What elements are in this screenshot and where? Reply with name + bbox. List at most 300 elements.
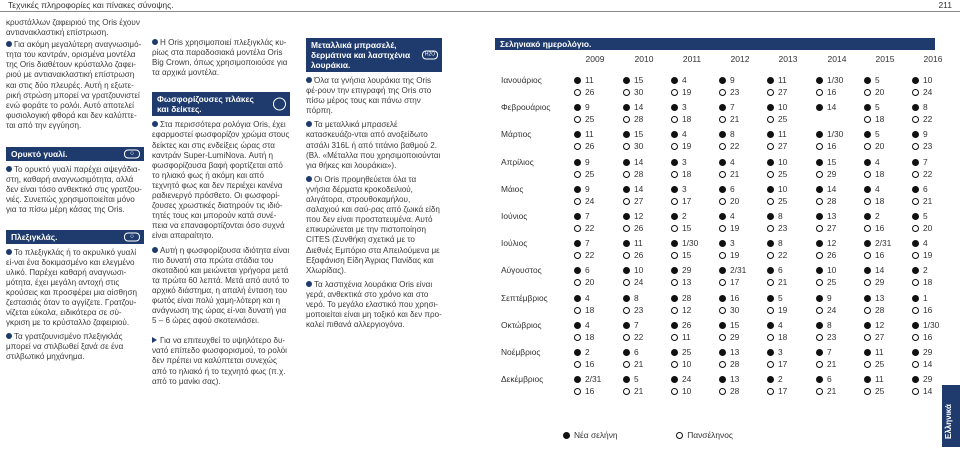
new-moon-icon xyxy=(816,267,823,274)
moon-date-value: 22 xyxy=(923,114,933,125)
plexi-title: Πλεξιγκλάς. xyxy=(11,231,58,242)
moon-date-value: 3 xyxy=(682,102,687,113)
new-moon-date xyxy=(671,238,698,248)
new-moon-icon xyxy=(816,186,823,193)
full-moon-icon xyxy=(912,143,919,150)
moon-date-value: 11 xyxy=(634,238,643,249)
moon-date-value: 21 xyxy=(778,277,788,288)
full-moon-date xyxy=(767,332,787,342)
moon-date-value: 21 xyxy=(730,114,740,125)
full-moon-date xyxy=(574,305,594,315)
mineral-text: Το ορυκτό γυαλί παρέχει αψεγάδια-στη, καθαρή αναγνωσιμότητα, αλλά δεν είναι τόσο ανθεκτικό στις γρατζου-νιές. Συνεπώς χρησιμοποιείται μόνο για τα πίσω μέρη κάσας της Oris. xyxy=(6,165,142,215)
moon-date-value: 26 xyxy=(634,223,644,233)
moon-date-value: 25 xyxy=(875,359,885,369)
new-moon-icon xyxy=(574,295,581,302)
new-moon-date xyxy=(623,374,639,384)
full-moon-date xyxy=(767,386,787,396)
bullet-icon xyxy=(6,41,12,47)
full-moon-date xyxy=(864,87,884,97)
new-moon-date xyxy=(816,184,836,194)
moon-date-value: 15 xyxy=(827,156,837,167)
moon-date-value: 16 xyxy=(827,141,837,152)
new-moon-icon xyxy=(767,186,774,193)
moon-date-value: 2 xyxy=(585,347,590,357)
moon-date-value: 6 xyxy=(923,183,928,194)
straps-text-3: Οι Oris προμηθεύεται όλα τα γνήσια δέρματα κροκοδειλιού, αλιγάτορα, στρουθοκαμήλου, σαλαχιού και σαύ-ρας από ζωικά είδη που δεν είναι προστατευμένα. Αυτό επικυρώνεται με την πιστοποίηση CITES (Συνθήκη σχετικά με το Διεθνές Εμπόριο στα Απειλούμενα με Εξαφάνιση Είδη Άγριας Πανίδας και Χλωρίδας). xyxy=(306,174,440,275)
moon-date-value: 14 xyxy=(875,265,885,276)
moon-date-value: 4 xyxy=(730,156,735,167)
year-header: 2010 xyxy=(634,54,654,64)
water-resistance-icon: H2O xyxy=(422,51,438,60)
full-moon-date xyxy=(864,359,884,369)
column-2 xyxy=(152,38,292,387)
full-moon-date xyxy=(719,114,739,124)
new-moon-date xyxy=(864,293,884,303)
moon-date-value: 5 xyxy=(875,75,880,85)
moon-date-value: 8 xyxy=(827,319,832,330)
new-moon-icon xyxy=(767,349,774,356)
moon-date-value: 11 xyxy=(585,75,594,85)
full-moon-date xyxy=(816,277,836,287)
page-header xyxy=(0,0,960,12)
new-moon-date xyxy=(671,265,691,275)
full-moon-icon xyxy=(767,198,774,205)
full-moon-icon xyxy=(767,279,774,286)
full-moon-icon xyxy=(816,388,823,395)
moon-date-value: 10 xyxy=(778,183,788,194)
calendar-month-row xyxy=(495,374,941,399)
full-moon-date xyxy=(574,87,594,97)
moon-date-value: 10 xyxy=(778,156,788,167)
new-moon-icon xyxy=(671,186,678,193)
new-moon-date xyxy=(767,293,783,303)
new-moon-date xyxy=(767,320,783,330)
moon-date-value: 4 xyxy=(875,156,880,167)
full-moon-date xyxy=(574,359,594,369)
calendar-month-row xyxy=(495,184,941,209)
bullet-icon xyxy=(6,333,12,339)
moon-date-value: 10 xyxy=(634,265,644,276)
new-moon-date xyxy=(671,102,687,112)
new-moon-icon xyxy=(574,159,581,166)
new-moon-icon xyxy=(574,376,581,383)
full-moon-icon xyxy=(816,307,823,314)
moon-date-value: 27 xyxy=(875,331,885,342)
new-moon-icon xyxy=(671,159,678,166)
new-moon-date xyxy=(574,293,590,303)
month-name: Ιανουάριος xyxy=(501,75,542,85)
month-name: Ιούνιος xyxy=(501,211,528,221)
moon-date-value: 6 xyxy=(827,374,832,385)
moon-date-value: 1/30 xyxy=(682,238,699,249)
full-moon-icon xyxy=(864,279,871,286)
new-moon-icon xyxy=(816,77,823,84)
full-moon-icon xyxy=(767,171,774,178)
full-moon-icon xyxy=(719,388,726,395)
full-moon-date xyxy=(671,332,691,342)
new-moon-icon xyxy=(623,267,630,274)
moon-date-value: 28 xyxy=(827,195,837,206)
full-moon-icon xyxy=(623,198,630,205)
full-moon-date xyxy=(719,332,739,342)
straps-paragraph-3 xyxy=(306,175,442,276)
year-header: 2009 xyxy=(585,54,605,64)
straps-text-2: Τα μεταλλικά μπρασελέ κατασκευάζο-νται από ανοξείδωτο ατσάλι 316L ή από τιτάνιο βαθμού 2. (Βλ. «Μέταλλα που χρησιμοποιούνται για θήκες και λουράκια»). xyxy=(306,120,441,170)
moon-date-value: 23 xyxy=(634,304,644,315)
full-moon-icon xyxy=(864,307,871,314)
new-moon-date xyxy=(623,238,643,248)
full-moon-date xyxy=(912,250,932,260)
moon-date-value: 13 xyxy=(682,277,692,288)
moon-date-value: 4 xyxy=(778,319,783,330)
new-moon-date xyxy=(912,238,928,248)
new-moon-date xyxy=(864,238,891,248)
new-moon-icon xyxy=(912,159,919,166)
moon-date-value: 14 xyxy=(827,102,837,113)
full-moon-date xyxy=(816,141,836,151)
new-moon-icon xyxy=(864,349,871,356)
bullet-icon xyxy=(306,121,312,127)
full-moon-icon xyxy=(912,334,919,341)
straps-text-4: Τα λαστιχένια λουράκια Oris είναι γερά, ανθεκτικά στο χρόνο και στο νερό. Το μεγάλο ελαστικό που χρησι-μοποιείται είναι μη τοξικό και δεν προ-καλεί πιθανά αλλεργιογόνα. xyxy=(306,279,442,330)
full-moon-date xyxy=(574,196,594,206)
moon-date-value: 16 xyxy=(875,250,885,261)
moon-date-value: 9 xyxy=(827,292,832,303)
moon-date-value: 24 xyxy=(827,304,837,315)
moon-date-value: 23 xyxy=(730,87,740,97)
new-moon-icon xyxy=(719,213,726,220)
full-moon-date xyxy=(767,305,787,315)
full-moon-icon xyxy=(719,361,726,368)
moon-date-value: 1/30 xyxy=(827,129,844,140)
moon-date-value: 22 xyxy=(778,250,788,261)
new-moon-date xyxy=(767,184,787,194)
new-moon-date xyxy=(574,374,601,384)
full-moon-date xyxy=(623,114,643,124)
column-3 xyxy=(306,38,442,330)
full-moon-icon xyxy=(671,171,678,178)
new-moon-date xyxy=(912,374,932,384)
bullet-icon xyxy=(306,281,312,287)
full-moon-icon xyxy=(864,388,871,395)
new-moon-icon xyxy=(671,131,678,138)
moon-date-value: 16 xyxy=(827,87,837,97)
new-moon-icon xyxy=(816,104,823,111)
moon-date-value: 25 xyxy=(585,168,595,179)
full-moon-icon xyxy=(912,116,919,123)
moon-date-value: 7 xyxy=(827,347,832,357)
full-moon-icon xyxy=(912,171,919,178)
language-tab-label: Ελληνικά xyxy=(944,404,953,439)
moon-date-value: 2 xyxy=(875,211,880,221)
moon-date-value: 16 xyxy=(585,359,595,369)
full-moon-icon xyxy=(623,171,630,178)
bullet-icon xyxy=(306,176,312,182)
new-moon-date xyxy=(912,129,928,139)
moon-date-value: 11 xyxy=(778,75,787,85)
moon-date-value: 20 xyxy=(730,195,740,206)
new-moon-icon xyxy=(563,432,570,439)
full-moon-date xyxy=(864,250,884,260)
new-moon-date xyxy=(671,75,687,85)
new-moon-icon xyxy=(671,349,678,356)
new-moon-icon xyxy=(671,322,678,329)
moon-date-value: 22 xyxy=(730,141,740,152)
moon-date-value: 29 xyxy=(682,265,692,276)
year-header-row xyxy=(556,54,941,65)
new-moon-icon xyxy=(623,131,630,138)
new-moon-icon xyxy=(816,240,823,247)
full-moon-icon xyxy=(671,334,678,341)
moon-date-value: 8 xyxy=(730,129,735,140)
new-moon-date xyxy=(719,265,746,275)
bigcrown-text: Η Oris χρησιμοποιεί πλεξιγκλάς κυ-ρίως στα παραδοσιακά μοντέλα Oris Big Crown, όπως χρησιμοποιούσε για τα αρχικά μοντέλα. xyxy=(152,38,288,78)
moon-date-value: 14 xyxy=(923,386,933,397)
full-moon-date xyxy=(574,223,594,233)
new-moon-icon xyxy=(719,322,726,329)
luminous-heading xyxy=(152,92,290,116)
full-moon-date xyxy=(719,305,739,315)
moon-date-value: 7 xyxy=(730,102,735,113)
new-moon-date xyxy=(719,75,735,85)
new-moon-icon xyxy=(864,186,871,193)
clock-icon xyxy=(273,98,286,111)
new-moon-icon xyxy=(767,267,774,274)
full-moon-icon xyxy=(623,116,630,123)
new-moon-icon xyxy=(719,104,726,111)
full-moon-icon xyxy=(574,252,581,259)
full-moon-date xyxy=(719,277,739,287)
full-moon-date xyxy=(719,87,739,97)
moon-date-value: 26 xyxy=(585,87,595,97)
new-moon-date xyxy=(816,129,843,139)
full-moon-date xyxy=(623,277,643,287)
full-moon-icon xyxy=(912,279,919,286)
moon-date-value: 19 xyxy=(923,250,933,261)
language-tab xyxy=(942,385,960,447)
full-moon-icon xyxy=(719,334,726,341)
new-moon-icon xyxy=(671,295,678,302)
new-moon-date xyxy=(816,293,832,303)
new-moon-icon xyxy=(719,159,726,166)
moon-date-value: 2 xyxy=(778,374,783,385)
full-moon-date xyxy=(623,250,643,260)
full-moon-date xyxy=(912,87,932,97)
moon-date-value: 7 xyxy=(585,211,590,221)
moon-date-value: 29 xyxy=(730,331,740,342)
new-moon-date xyxy=(574,102,590,112)
tip-paragraph xyxy=(152,336,292,386)
new-moon-date xyxy=(623,265,643,275)
full-moon-date xyxy=(816,196,836,206)
moon-date-value: 22 xyxy=(585,223,595,233)
new-moon-icon xyxy=(574,240,581,247)
calendar-month-row xyxy=(495,265,941,290)
moon-date-value: 3 xyxy=(682,183,687,194)
full-moon-icon xyxy=(864,361,871,368)
full-moon-date xyxy=(912,305,932,315)
moon-date-value: 24 xyxy=(923,87,933,97)
new-moon-icon xyxy=(719,349,726,356)
moon-date-value: 4 xyxy=(730,211,735,221)
moon-date-value: 10 xyxy=(778,102,788,113)
moon-date-value: 26 xyxy=(585,141,595,152)
moon-date-value: 6 xyxy=(585,265,590,276)
new-moon-icon xyxy=(767,322,774,329)
full-moon-date xyxy=(671,250,691,260)
new-moon-icon xyxy=(574,267,581,274)
new-moon-icon xyxy=(864,267,871,274)
new-moon-date xyxy=(719,374,739,384)
full-moon-icon xyxy=(912,89,919,96)
coating-text: Για ακόμη μεγαλύτερη αναγνωσιμό-τητα του καντράν, ορισμένα μοντέλα της Oris διαθέτουν κρύσταλλο ζαφει-ριού με αντιανακλαστική επίστρωση και στις δύο πλευρές. Αυτή η εξωτε-ρική στρώση μπορεί να γρατζουνιστεί ενώ φοράτε το ρολόι. Αυτό αποτελεί φυσιολογική φθορά και δεν καλύπτε-ται από την εγγύηση. xyxy=(6,40,142,130)
moon-date-value: 18 xyxy=(585,331,595,342)
full-moon-date xyxy=(623,196,643,206)
new-moon-icon xyxy=(864,213,871,220)
full-moon-icon xyxy=(623,361,630,368)
moon-date-value: 21 xyxy=(634,359,644,369)
moon-date-value: 9 xyxy=(585,156,590,167)
full-moon-date xyxy=(623,386,643,396)
full-moon-date xyxy=(864,305,884,315)
new-moon-date xyxy=(574,211,590,221)
full-moon-icon xyxy=(816,361,823,368)
moon-date-value: 11 xyxy=(778,129,787,140)
coating-paragraph xyxy=(6,40,144,131)
full-moon-date xyxy=(816,87,836,97)
moon-date-value: 1/30 xyxy=(827,75,844,85)
new-moon-date xyxy=(767,157,787,167)
moon-date-value: 12 xyxy=(634,211,644,221)
plexi-paragraph-2 xyxy=(6,332,144,362)
calendar-month-row xyxy=(495,293,941,318)
moon-date-value: 2 xyxy=(682,211,687,221)
full-moon-icon xyxy=(719,171,726,178)
new-moon-icon xyxy=(671,240,678,247)
moon-date-value: 12 xyxy=(827,238,837,249)
new-moon-icon xyxy=(574,77,581,84)
full-moon-date xyxy=(671,87,691,97)
moon-date-value: 21 xyxy=(827,386,837,397)
new-moon-date xyxy=(623,211,643,221)
full-moon-date xyxy=(671,141,691,151)
full-moon-icon xyxy=(574,361,581,368)
moon-date-value: 22 xyxy=(585,250,595,261)
full-moon-date xyxy=(864,277,884,287)
calendar-month-row xyxy=(495,75,941,100)
full-moon-date xyxy=(671,114,691,124)
full-moon-icon xyxy=(671,361,678,368)
month-name: Σεπτέμβριος xyxy=(501,292,548,303)
page-number: 211 xyxy=(938,0,952,10)
moon-date-value: 17 xyxy=(730,277,740,288)
new-moon-date xyxy=(719,157,735,167)
new-moon-date xyxy=(912,102,928,112)
moon-date-value: 18 xyxy=(875,114,885,125)
full-moon-icon xyxy=(912,225,919,232)
moon-date-value: 9 xyxy=(730,75,735,85)
full-moon-icon xyxy=(767,334,774,341)
new-moon-date xyxy=(719,184,735,194)
new-moon-icon xyxy=(574,186,581,193)
new-moon-icon xyxy=(574,349,581,356)
new-moon-date xyxy=(671,211,687,221)
full-moon-date xyxy=(671,277,691,287)
new-moon-date xyxy=(671,347,691,357)
moon-date-value: 24 xyxy=(585,195,595,206)
new-moon-date xyxy=(574,238,590,248)
full-moon-icon xyxy=(574,225,581,232)
full-moon-icon xyxy=(912,198,919,205)
moon-date-value: 28 xyxy=(730,359,740,369)
moon-date-value: 15 xyxy=(730,319,740,330)
moon-date-value: 29 xyxy=(923,347,933,357)
full-moon-date xyxy=(767,196,787,206)
full-moon-date xyxy=(671,169,691,179)
full-moon-icon xyxy=(816,198,823,205)
new-moon-date xyxy=(816,102,836,112)
year-header: 2012 xyxy=(730,54,750,64)
moon-date-value: 27 xyxy=(634,195,644,206)
moon-date-value: 8 xyxy=(778,238,783,249)
moon-date-value: 18 xyxy=(923,277,933,288)
new-moon-icon xyxy=(864,159,871,166)
new-moon-icon xyxy=(864,376,871,383)
new-moon-icon xyxy=(864,77,871,84)
luminous-text-2: Αυτή η φωσφορίζουσα ιδιότητα είναι πιο δυνατή στα πρώτα στάδια του σκοταδιού και μειώνεται γρήγορα μετά τα πρώτα 60 λεπτά. Μετά από αυτό το αρχικό διάστημα, η απαλή ένταση του φωτός είναι πολύ χαμη-λότερη και η ανάγνωση της ώρας εί-ναι δυνατή για 5 – 6 ώρες αφού σκοτεινιάσει. xyxy=(152,245,290,326)
new-moon-icon xyxy=(671,267,678,274)
month-name: Οκτώβριος xyxy=(501,319,542,330)
new-moon-date xyxy=(816,211,836,221)
full-moon-icon xyxy=(719,116,726,123)
moon-date-value: 19 xyxy=(778,304,788,315)
full-moon-icon xyxy=(864,143,871,150)
moon-date-value: 21 xyxy=(634,386,644,397)
full-moon-icon xyxy=(623,334,630,341)
new-moon-date xyxy=(623,347,639,357)
moon-date-value: 19 xyxy=(682,141,692,152)
moon-date-value: 2 xyxy=(923,265,928,276)
full-moon-date xyxy=(671,223,691,233)
moon-date-value: 8 xyxy=(634,292,639,303)
month-name: Δεκέμβριος xyxy=(501,374,544,385)
moon-date-value: 18 xyxy=(875,195,885,206)
calendar-month-row xyxy=(495,211,941,236)
moon-date-value: 27 xyxy=(778,141,788,152)
moon-date-value: 3 xyxy=(730,238,735,249)
full-moon-icon xyxy=(574,334,581,341)
moon-date-value: 25 xyxy=(778,195,788,206)
moon-date-value: 4 xyxy=(585,292,590,303)
full-moon-icon xyxy=(864,252,871,259)
moon-date-value: 6 xyxy=(778,265,783,276)
full-moon-date xyxy=(574,386,594,396)
moon-date-value: 17 xyxy=(778,386,788,397)
moon-date-value: 17 xyxy=(778,359,788,369)
full-moon-icon xyxy=(767,388,774,395)
new-moon-date xyxy=(671,374,691,384)
moon-date-value: 3 xyxy=(682,156,687,167)
full-moon-date xyxy=(623,87,643,97)
luminous-paragraph-2 xyxy=(152,246,292,327)
new-moon-date xyxy=(864,320,884,330)
full-moon-icon xyxy=(623,143,630,150)
new-moon-date xyxy=(864,157,880,167)
moon-date-value: 2/31 xyxy=(585,374,602,385)
moon-date-value: 23 xyxy=(923,141,933,152)
new-moon-date xyxy=(864,129,880,139)
moon-date-value: 4 xyxy=(923,238,928,249)
